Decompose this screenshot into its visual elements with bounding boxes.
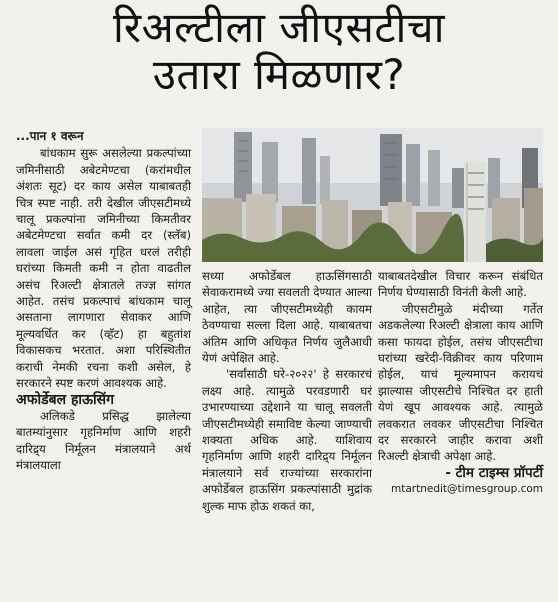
jump-label: ...पान १ वरून [16, 129, 84, 143]
paragraph: याबाबतदेखील विचार करून संबंधित निर्णय घेण्यासाठी विनंती केली आहे. [378, 269, 543, 300]
headline-line-1: रिअल्टीला जीएसटीचा [113, 3, 445, 52]
email-address: mtartnedit@timesgroup.com [391, 483, 543, 496]
paragraph: बांधकाम सुरू असलेल्या प्रकल्पांच्या जमिनीसाठी अबेटमेण्टचा (करांमधील अंशतः सूट) दर काय असेल याबाबतही चित्र स्पष्ट नाही. तरी देखील जीएसटीमध्ये चालू प्रकल्पांना जमिनीच्या किमतीवर अबेटमेण्टचा सर्वात कमी दर (स्लॅब) लावला जाईल असं गृहित धरलं तरीही घरांच्या किमती कमी न होता वाढतील असंच रिअल्टी क्षेत्रातले तज्ज्ञ सांगत आहेत. तसंच प्रकल्पाचं बांधकाम चालू असताना लागणारा सेवाकर आणि मूल्यवर्धित कर (व्हॅट) हा बहुतांश विकासकच भरतात. अशा परिस्थितीत कराची नेमकी रचना कशी असेल, हे सरकारने स्पष्ट करणं आवश्यक आहे. [16, 146, 191, 391]
article-column-1 [16, 128, 191, 474]
byline: - टीम टाइम्स प्रॉपर्टी [445, 464, 543, 481]
article-column-2 [202, 268, 372, 514]
paragraph: 'सर्वांसाठी घरे-२०२२' हे सरकारचं लक्ष्य आहे. त्यामुळे परवडणारी घरं उभारण्याच्या उद्देशाने या चालू सवलती जीएसटीमध्येही समाविष्ट केल्या जाण्याची शक्यता अधिक आहे. याशिवाय गृहनिर्माण आणि शहरी दारिद्र्य निर्मूलन मंत्रालयाने सर्व राज्यांच्या सरकारांना अफोर्डेबल हाऊसिंग प्रकल्पांसाठी मुद्रांक शुल्क माफ होऊ शकतं का, [202, 367, 372, 513]
paragraph: अलिकडे प्रसिद्ध झालेल्या बातम्यांनुसार गृहनिर्माण आणि शहरी दारिद्र्य निर्मूलन मंत्रालयाने अर्थ मंत्रालयाला [16, 408, 191, 473]
city-skyline-photo [202, 128, 543, 262]
headline [0, 4, 558, 98]
headline-line-2: उतारा मिळणार? [152, 50, 406, 99]
paragraph: जीएसटीमुळे मंदीच्या गर्तेत अडकलेल्या रिअल्टी क्षेत्राला काय आणि कसा फायदा होईल, तसंच जीएसटीचा घरांच्या खरेदी-विक्रीवर काय परिणाम होईल, याचं मूल्यमापन करायचं झाल्यास जीएसटीचे निश्चित दर हाती येणं खूप आवश्यक आहे. त्यामुळे लवकरात लवकर जीएसटीचा निश्चित दर सरकारने जाहीर करावा अशी रिअल्टी क्षेत्राची अपेक्षा आहे. [378, 301, 543, 464]
paragraph: सध्या अफोर्डेबल हाऊसिंगसाठी सेवाकरामध्ये ज्या सवलती देण्यात आल्या आहेत, त्या जीएसटीमध्येही कायम ठेवण्याचा सल्ला दिला आहे. याबाबतचा अंतिम आणि अधिकृत निर्णय जुलैआधी येणं अपेक्षित आहे. [202, 269, 372, 366]
subheading: अफोर्डेबल हाऊसिंग [16, 391, 114, 408]
article-column-3 [378, 268, 543, 498]
